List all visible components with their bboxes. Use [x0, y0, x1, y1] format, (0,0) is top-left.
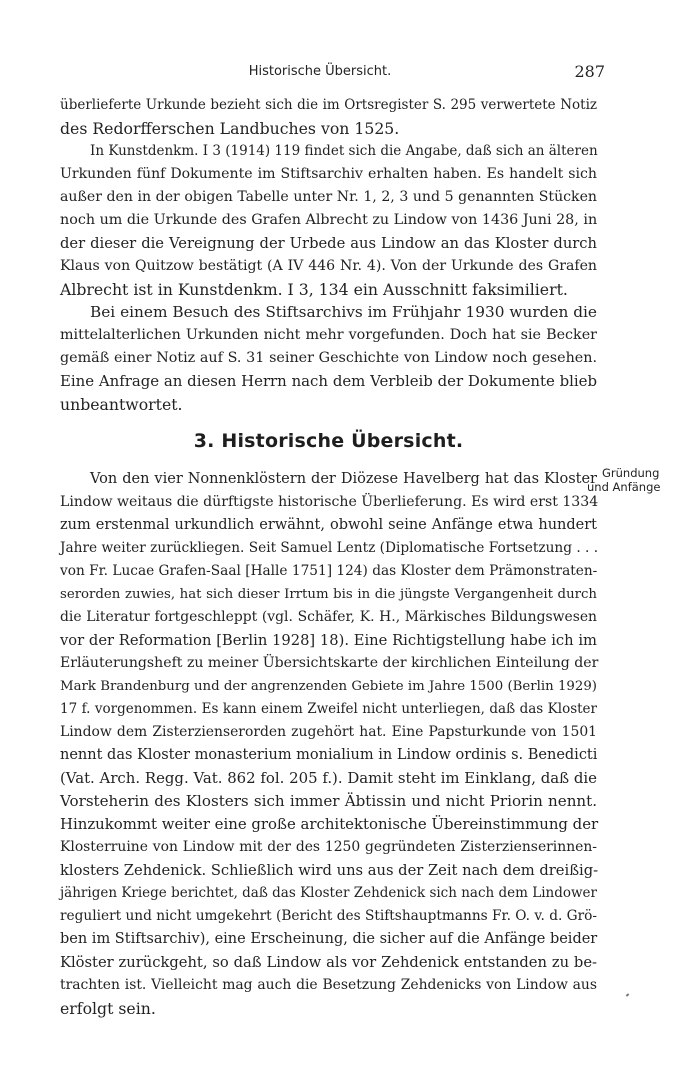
margin-note-line: und Anfänge — [587, 480, 661, 494]
section-heading: 3. Historische Übersicht. — [193, 430, 464, 452]
text-line: Klöster zurückgeht, so daß Lindow als vor Zehdenick entstanden zu be- — [60, 954, 597, 971]
text-line: Klaus von Quitzow bestätigt (A IV 446 Nr. 4). Von der Urkunde des Grafen — [60, 258, 597, 274]
text-line: Hinzukommt weiter eine große architektonische Übereinstimmung der — [60, 815, 599, 833]
text-line: Lindow weitaus die dürftigste historische Überlieferung. Es wird erst 1334 — [60, 494, 599, 510]
text-line: nennt das Kloster monasterium monialium in Lindow ordinis s. Benedicti — [60, 747, 598, 763]
text-line: 17 f. vorgenommen. Es kann einem Zweifel nicht unterliegen, daß das Kloster — [60, 701, 597, 717]
text-line: trachten ist. Vielleicht mag auch die Besetzung Zehdenicks von Lindow aus — [60, 977, 597, 993]
text-line: Urkunden fünf Dokumente im Stiftsarchiv erhalten haben. Es handelt sich — [60, 166, 597, 182]
text-line: jährigen Kriege berichtet, daß das Kloster Zehdenick sich nach dem Lindower — [60, 885, 597, 901]
text-line: gemäß einer Notiz auf S. 31 seiner Geschichte von Lindow noch gesehen. — [60, 350, 597, 366]
text-line: überlieferte Urkunde bezieht sich die im Ortsregister S. 295 verwertete Notiz — [60, 97, 597, 113]
text-line: unbeantwortet. — [60, 395, 183, 414]
text-line: Vorsteherin des Klosters sich immer Äbtissin und nicht Priorin nennt. — [60, 792, 597, 810]
text-line: mittelalterlichen Urkunden nicht mehr vorgefunden. Doch hat sie Becker — [60, 327, 597, 343]
text-line: Bei einem Besuch des Stiftsarchivs im Frühjahr 1930 wurden die — [90, 303, 597, 321]
text-line: Erläuterungsheft zu meiner Übersichtskarte der kirchlichen Einteilung der — [60, 655, 599, 671]
text-line: von Fr. Lucae Grafen-Saal [Halle 1751] 124) das Kloster dem Prämonstraten- — [60, 563, 598, 579]
text-line: In Kunstdenkm. I 3 (1914) 119 findet sich die Angabe, daß sich an älteren — [90, 143, 598, 159]
text-line: des Redorfferschen Landbuches von 1525. — [60, 119, 400, 138]
text-line: serorden zuwies, hat sich dieser Irrtum bis in die jüngste Vergangenheit durch — [60, 587, 597, 602]
text-line: (Vat. Arch. Regg. Vat. 862 fol. 205 f.). Damit steht im Einklang, daß die — [60, 769, 597, 787]
text-line: Albrecht ist in Kunstdenkm. I 3, 134 ein Ausschnitt faksimiliert. — [60, 280, 568, 299]
margin-note-line: Gründung — [602, 466, 660, 480]
text-line: ben im Stiftsarchiv), eine Erscheinung, die sicher auf die Anfänge beider — [60, 931, 598, 947]
paper-speck — [626, 993, 630, 996]
text-line: Mark Brandenburg und der angrenzenden Gebiete im Jahre 1500 (Berlin 1929) — [60, 679, 597, 694]
text-line: vor der Reformation [Berlin 1928] 18). Eine Richtigstellung habe ich im — [60, 632, 597, 649]
page-number: 287 — [574, 62, 605, 81]
text-line: der dieser die Vereignung der Urbede aus Lindow an das Kloster durch — [60, 235, 597, 252]
text-line: die Literatur fortgeschleppt (vgl. Schäfer, K. H., Märkisches Bildungswesen — [60, 609, 597, 625]
text-line: erfolgt sein. — [60, 999, 156, 1018]
text-line: klosters Zehdenick. Schließlich wird uns aus der Zeit nach dem dreißig- — [60, 862, 599, 879]
running-title: Historische Übersicht. — [248, 64, 392, 79]
text-line: Eine Anfrage an diesen Herrn nach dem Verbleib der Dokumente blieb — [60, 372, 597, 390]
text-line: Jahre weiter zurückliegen. Seit Samuel Lentz (Diplomatische Fortsetzung . . . — [60, 540, 599, 556]
text-line: Von den vier Nonnenklöstern der Diözese Havelberg hat das Kloster — [90, 471, 597, 487]
text-line: zum erstenmal urkundlich erwähnt, obwohl seine Anfänge etwa hundert — [60, 517, 597, 533]
text-line: Klosterruine von Lindow mit der des 1250 gegründeten Zisterzienserinnen- — [60, 839, 597, 855]
text-line: Lindow dem Zisterzienserorden zugehört hat. Eine Papsturkunde von 1501 — [60, 724, 597, 740]
text-line: reguliert und nicht umgekehrt (Bericht des Stiftshauptmanns Fr. O. v. d. Grö- — [60, 908, 598, 924]
text-line: außer den in der obigen Tabelle unter Nr. 1, 2, 3 und 5 genannten Stücken — [60, 189, 597, 205]
text-line: noch um die Urkunde des Grafen Albrecht zu Lindow von 1436 Juni 28, in — [60, 212, 598, 228]
